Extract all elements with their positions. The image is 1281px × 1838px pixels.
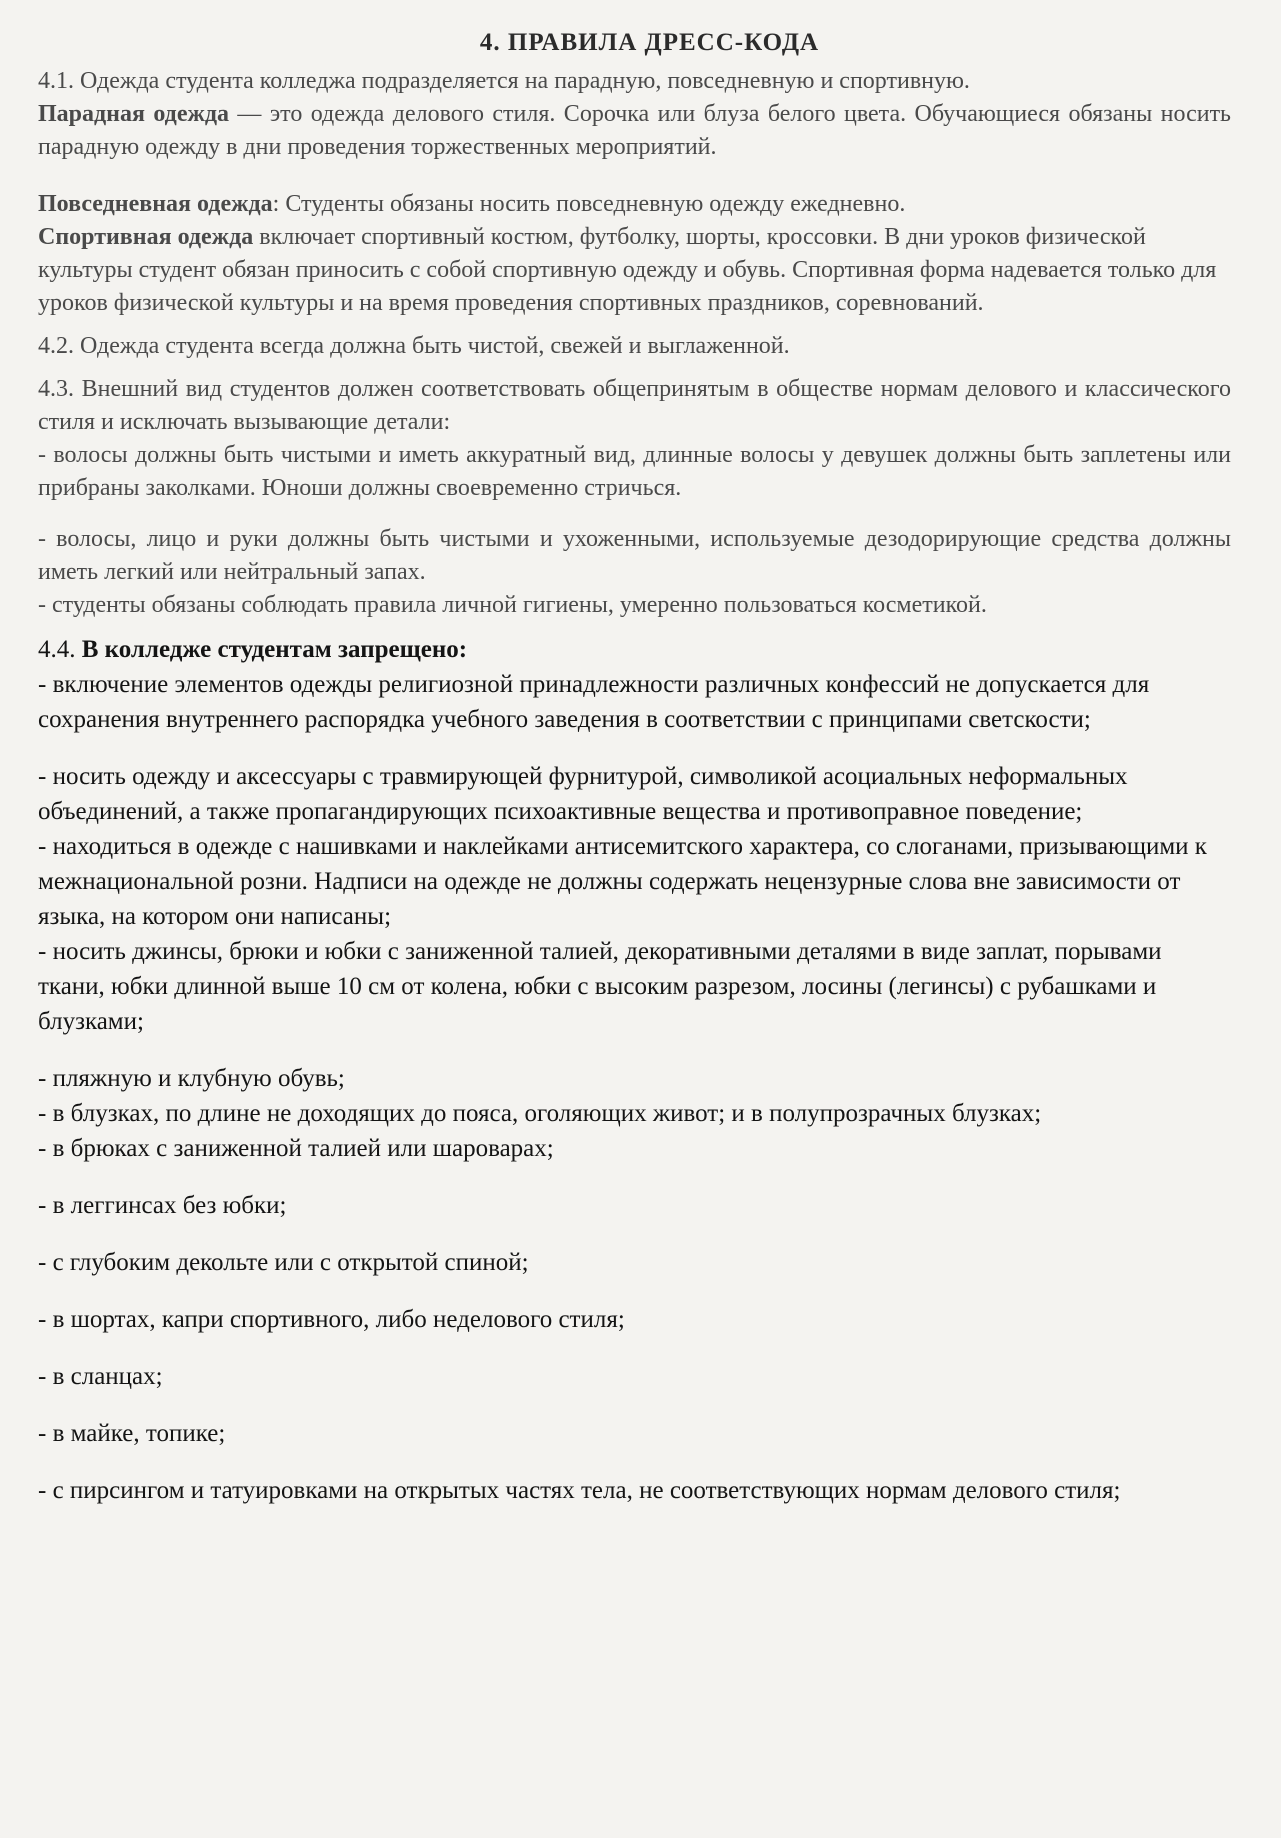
paragraph-4-3: 4.3. Внешний вид студентов должен соответствовать общепринятым в обществе нормам делового и классического стиля и исключать вызывающие детали: [38,376,1231,435]
list-item: - включение элементов одежды религиозной принадлежности различных конфессий не допускается для сохранения внутреннего распорядка учебного заведения в соответствии с принципами светскости; [38,671,1150,733]
paragraph-4-2: 4.2. Одежда студента всегда должна быть чистой, свежей и выглаженной. [38,333,790,359]
sport-clothing-text: включает спортивный костюм, футболку, шорты, кроссовки. В дни уроков физической культуры студент обязан приносить с собой спортивную одежду и обувь. Спортивная форма надевается только для уроков физической культуры и на время проведения спортивных праздников, соревнований. [38,224,1217,316]
list-item: - в блузках, по длине не доходящих до пояса, оголяющих живот; и в полупрозрачных блузках; [38,1100,1042,1127]
list-item: - в леггинсах без юбки; [38,1192,287,1219]
list-item: - в сланцах; [38,1363,163,1390]
casual-clothing-text: : Студенты обязаны носить повседневную одежду ежедневно. [272,191,906,217]
page-title: 4. ПРАВИЛА ДРЕСС-КОДА [479,29,820,56]
list-item: - пляжную и клубную обувь; [38,1065,345,1092]
list-item: - носить джинсы, брюки и юбки с заниженной талией, декоративными деталями в виде заплат, порывами ткани, юбки длинной выше 10 см от колена, юбки с высоким разрезом, лосины (легинсы) с рубашками и блузками; [38,938,1162,1035]
paragraph-formal-clothing [38,98,1231,164]
list-item: - в майке, топике; [38,1420,226,1447]
formal-clothing-text: — это одежда делового стиля. Сорочка или блуза белого цвета. Обучающиеся обязаны носить парадную одежду в дни проведения торжественных мероприятий. [38,101,1231,160]
section-number: 4.4. [38,636,82,663]
list-item: - в шортах, капри спортивного, либо неделового стиля; [38,1306,625,1333]
paragraph-sport-clothing [38,221,1231,320]
list-item-cosmetics: - студенты обязаны соблюдать правила личной гигиены, умеренно пользоваться косметикой. [38,592,987,618]
paragraph-4-1: 4.1. Одежда студента колледжа подразделяется на парадную, повседневную и спортивную. [38,68,970,94]
list-item: - с глубоким декольте или с открытой спиной; [38,1249,529,1276]
list-item: - находиться в одежде с нашивками и наклейками антисемитского характера, со слоганами, призывающими к межнациональной розни. Надписи на одежде не должны содержать нецензурные слова вне зависимости от языка, на котором они написаны; [38,833,1207,930]
list-item: - с пирсингом и татуировками на открытых частях тела, не соответствующих нормам делового стиля; [38,1477,1121,1504]
paragraph-4-4-heading [38,632,1231,667]
list-item: - в брюках с заниженной талией или шароварах; [38,1135,554,1162]
section-heading: В колледже студентам запрещено: [81,636,468,663]
casual-clothing-label: Повседневная одежда [38,191,273,217]
paragraph-casual-clothing [38,188,1231,221]
sport-clothing-label: Спортивная одежда [38,224,254,250]
prohibited-list [38,667,1231,1508]
formal-clothing-label: Парадная одежда [38,101,230,127]
list-item: - носить одежду и аксессуары с травмирующей фурнитурой, символикой асоциальных неформальных объединений, а также пропагандирующих психоактивные вещества и противоправное поведение; [38,763,1128,825]
list-item-hygiene: - волосы, лицо и руки должны быть чистыми и ухоженными, используемые дезодорирующие средства должны иметь легкий или нейтральный запах. [38,526,1231,585]
list-item-hair: - волосы должны быть чистыми и иметь аккуратный вид, длинные волосы у девушек должны быть заплетены или прибраны заколками. Юноши должны своевременно стричься. [38,442,1231,501]
